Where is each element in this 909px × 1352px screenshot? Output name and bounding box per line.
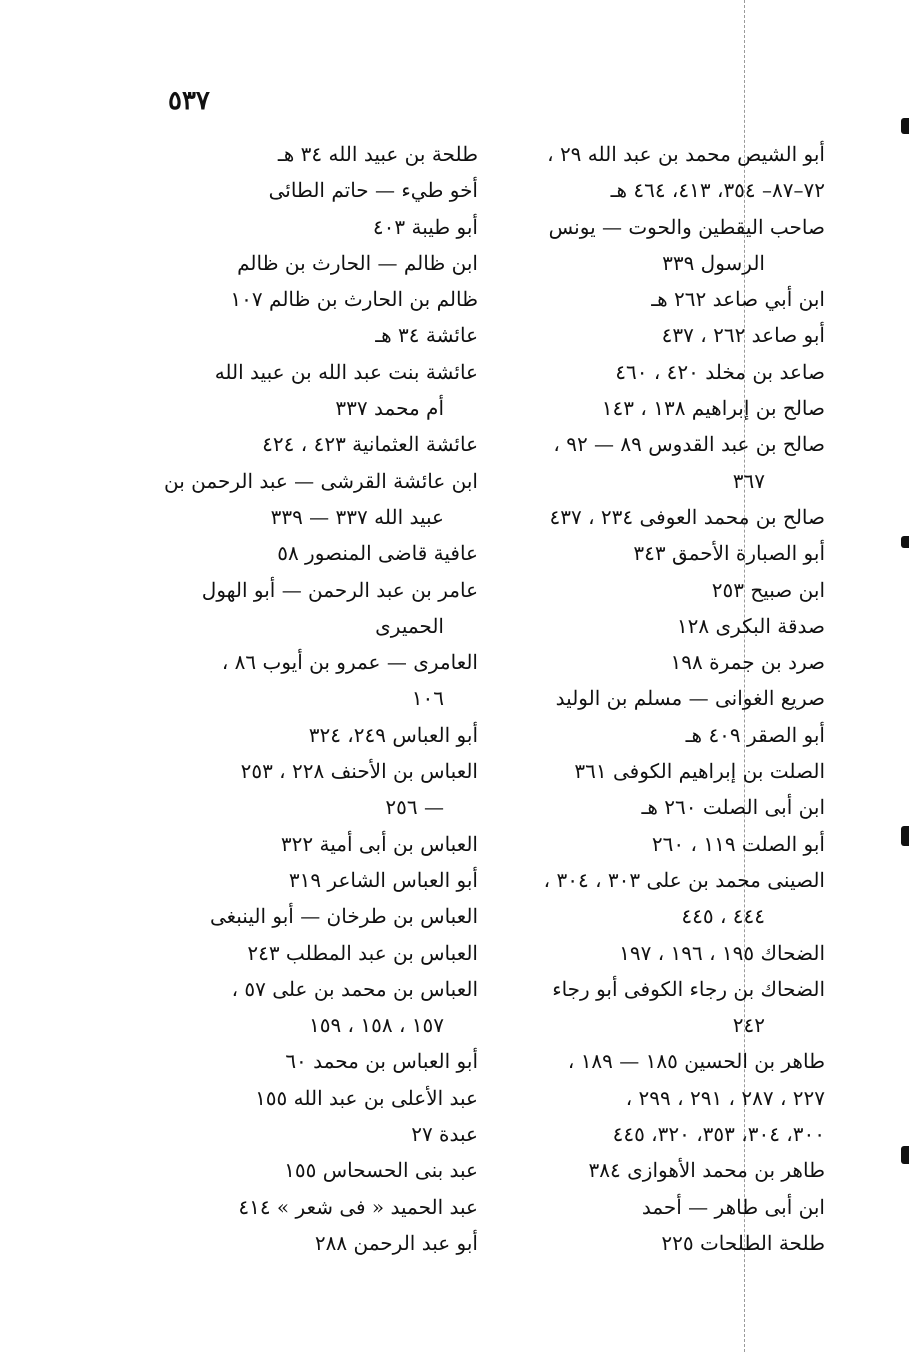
- index-entry: الضحاك بن رجاء الكوفى أبو رجاء: [552, 976, 825, 1001]
- index-entry: طلحة الطلحات ٢٢٥: [661, 1230, 825, 1255]
- index-entry: صالح بن إبراهيم ١٣٨ ، ١٤٣: [601, 396, 825, 421]
- index-column-left: [160, 136, 478, 1261]
- index-entry: عبد الحميد « فى شعر » ٤١٤: [238, 1194, 478, 1219]
- index-entry: عافية قاضى المنصور ٥٨: [277, 541, 478, 566]
- index-entry: عامر بن عبد الرحمن — أبو الهول: [201, 577, 478, 602]
- index-entry-continuation: ٢٤٢: [732, 1013, 765, 1038]
- scan-edge-mark: [901, 826, 909, 846]
- index-entry: أبو طيبة ٤٠٣: [372, 214, 478, 239]
- index-entry: طاهر بن الحسين ١٨٥ — ١٨٩ ،: [567, 1049, 825, 1074]
- index-entry: ظالم بن الحارث بن ظالم ١٠٧: [230, 287, 478, 312]
- index-entry: ابن عائشة القرشى — عبد الرحمن بن: [164, 468, 478, 493]
- index-entry: العباس بن طرخان — أبو الينبغى: [209, 904, 478, 929]
- index-entry-continuation: عبيد الله ٣٣٧ — ٣٣٩: [270, 504, 444, 529]
- index-entry: أبو الشيص محمد بن عبد الله ٢٩ ،: [547, 142, 825, 166]
- index-entry: ابن أبى طاهر — أحمد: [641, 1194, 825, 1219]
- index-entry: ٣٠٠، ٣٠٤، ٣٥٣، ٣٢٠، ٤٤٥: [612, 1122, 825, 1147]
- index-entry: ابن ظالم — الحارث بن ظالم: [237, 250, 478, 275]
- index-entry: أبو العباس ٢٤٩، ٣٢٤: [308, 722, 478, 747]
- index-entry: العباس بن عبد المطلب ٢٤٣: [247, 940, 478, 965]
- index-column-right: [515, 136, 825, 1261]
- index-entry: العباس بن الأحنف ٢٢٨ ، ٢٥٣: [240, 759, 478, 784]
- index-entry: طلحة بن عبيد الله ٣٤ هـ: [277, 142, 478, 166]
- index-entry: أبو صاعد ٢٦٢ ، ٤٣٧: [661, 323, 825, 348]
- index-entry: عائشة ٣٤ هـ: [375, 323, 478, 348]
- index-entry: أبو العباس بن محمد ٦٠: [285, 1049, 478, 1074]
- index-entry: ابن أبي صاعد ٢٦٢ هـ: [651, 287, 825, 312]
- index-entry: العامرى — عمرو بن أيوب ٨٦ ،: [221, 650, 478, 675]
- index-entry: أبو عبد الرحمن ٢٨٨: [314, 1230, 478, 1255]
- index-entry: الصينى محمد بن على ٣٠٣ ، ٣٠٤ ،: [543, 867, 825, 892]
- index-entry-continuation: — ٢٥٦: [385, 795, 444, 820]
- index-entry: ابن صبيح ٢٥٣: [711, 577, 825, 602]
- index-entry: صالح بن محمد العوفى ٢٣٤ ، ٤٣٧: [549, 504, 825, 529]
- index-entry-continuation: الرسول ٣٣٩: [662, 250, 765, 275]
- index-entry-continuation: ٣٦٧: [732, 468, 765, 493]
- index-entry-continuation: ١٠٦: [411, 686, 444, 711]
- index-entry: عائشة العثمانية ٤٢٣ ، ٤٢٤: [262, 432, 478, 457]
- scan-edge-mark: [901, 1146, 909, 1164]
- index-entry-continuation: الحميرى: [375, 613, 444, 638]
- index-entry: أخو طيء — حاتم الطائى: [268, 178, 478, 203]
- index-entry: عائشة بنت عبد الله بن عبيد الله: [214, 359, 478, 384]
- index-entry: صدقة البكرى ١٢٨: [676, 613, 825, 638]
- page-number: ٥٣٧: [168, 86, 210, 116]
- index-entry: صاحب اليقطين والحوت — يونس: [548, 214, 825, 239]
- index-entry: الضحاك ١٩٥ ، ١٩٦ ، ١٩٧: [619, 940, 825, 965]
- index-entry: عبد بنى الحسحاس ١٥٥: [284, 1158, 478, 1183]
- index-entry: صرد بن جمرة ١٩٨: [670, 650, 825, 675]
- index-entry: أبو الصبارة الأحمق ٣٤٣: [633, 541, 825, 566]
- index-entry-continuation: أم محمد ٣٣٧: [335, 396, 444, 421]
- index-entry: أبو العباس الشاعر ٣١٩: [288, 867, 478, 892]
- index-entry: العباس بن محمد بن على ٥٧ ،: [231, 976, 478, 1001]
- scan-edge-mark: [901, 536, 909, 548]
- index-entry: طاهر بن محمد الأهوازى ٣٨٤: [588, 1158, 825, 1183]
- index-entry: صالح بن عبد القدوس ٨٩ — ٩٢ ،: [553, 432, 825, 457]
- index-entry-continuation: ٤٤٤ ، ٤٤٥: [681, 904, 765, 929]
- index-entry: ٧٢–٨٧– ٣٥٤، ٤١٣، ٤٦٤ هـ: [610, 178, 825, 203]
- index-entry: صريع الغوانى — مسلم بن الوليد: [555, 686, 825, 711]
- index-entry: الصلت بن إبراهيم الكوفى ٣٦١: [574, 759, 825, 784]
- index-entry: ٢٢٧ ، ٢٨٧ ، ٢٩١ ، ٢٩٩ ،: [625, 1085, 825, 1110]
- scan-edge-mark: [901, 118, 909, 134]
- index-entry: العباس بن أبى أمية ٣٢٢: [280, 831, 478, 856]
- index-entry: أبو الصقر ٤٠٩ هـ: [685, 722, 825, 747]
- index-entry-continuation: ١٥٧ ، ١٥٨ ، ١٥٩: [308, 1013, 444, 1038]
- index-entry: عبدة ٢٧: [411, 1122, 478, 1147]
- index-entry: عبد الأعلى بن عبد الله ١٥٥: [255, 1085, 478, 1110]
- index-entry: أبو الصلت ١١٩ ، ٢٦٠: [651, 831, 825, 856]
- index-entry: صاعد بن مخلد ٤٢٠ ، ٤٦٠: [615, 359, 825, 384]
- index-entry: ابن أبى الصلت ٢٦٠ هـ: [641, 795, 825, 820]
